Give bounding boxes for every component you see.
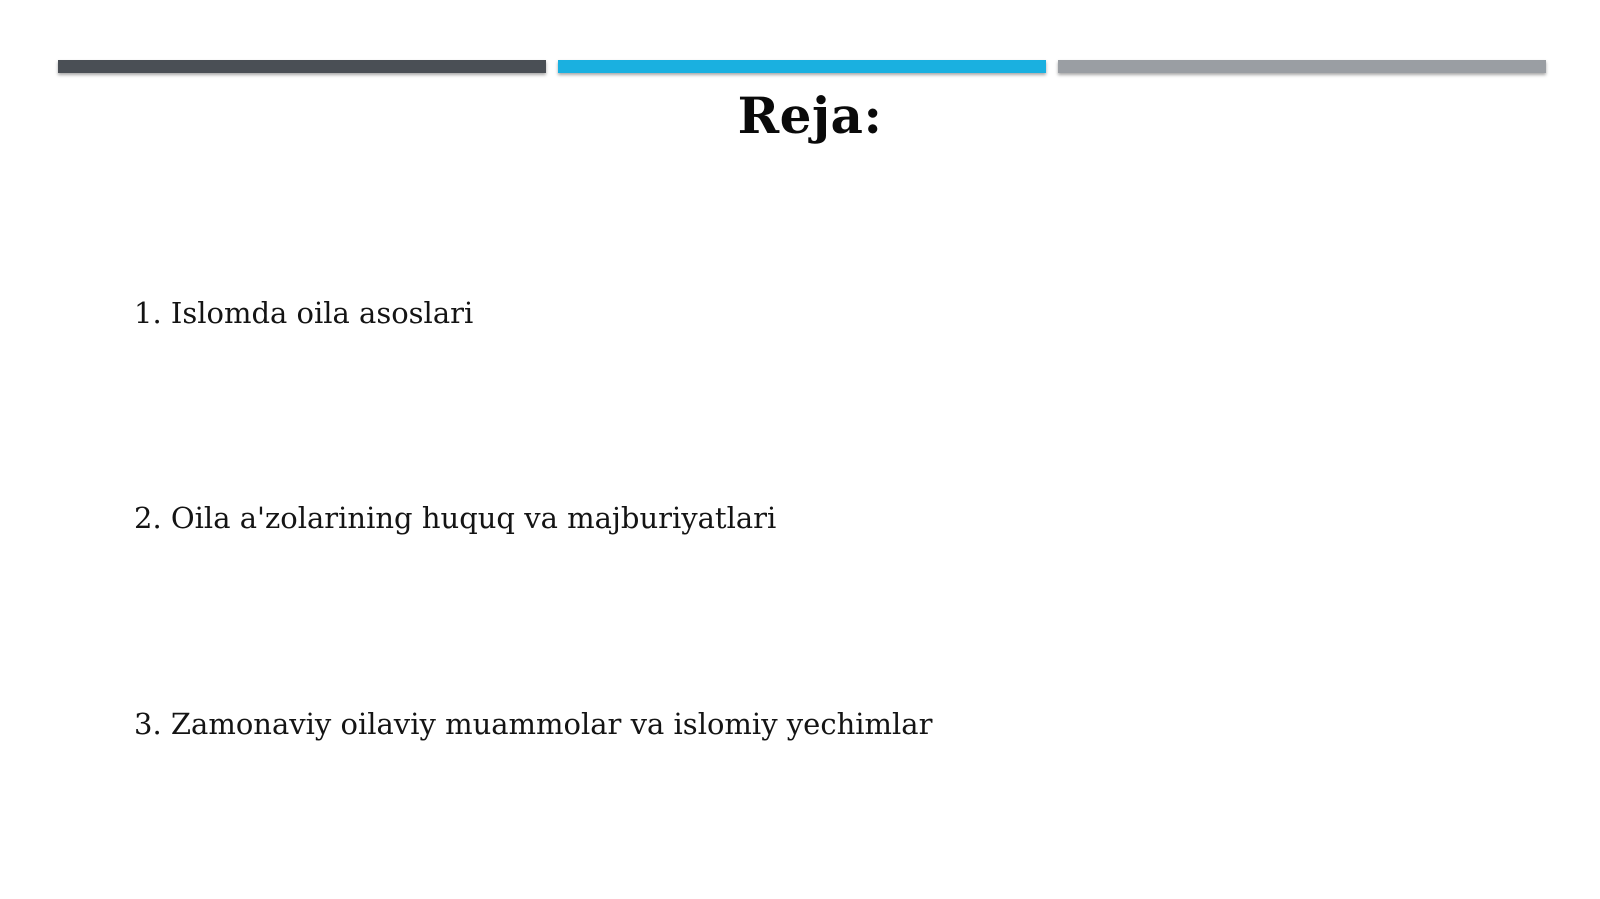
- slide-title: Reja:: [737, 86, 883, 145]
- plan-item-2: 2. Oila a'zolarining huquq va majburiyatlari: [134, 501, 777, 535]
- plan-item-1: 1. Islomda oila asoslari: [134, 296, 474, 330]
- plan-item-3: 3. Zamonaviy oilaviy muammolar va islomiy yechimlar: [134, 707, 933, 741]
- header-bar-accent: [558, 60, 1046, 73]
- header-bar-dark: [58, 60, 546, 73]
- header-bar-gray: [1058, 60, 1546, 73]
